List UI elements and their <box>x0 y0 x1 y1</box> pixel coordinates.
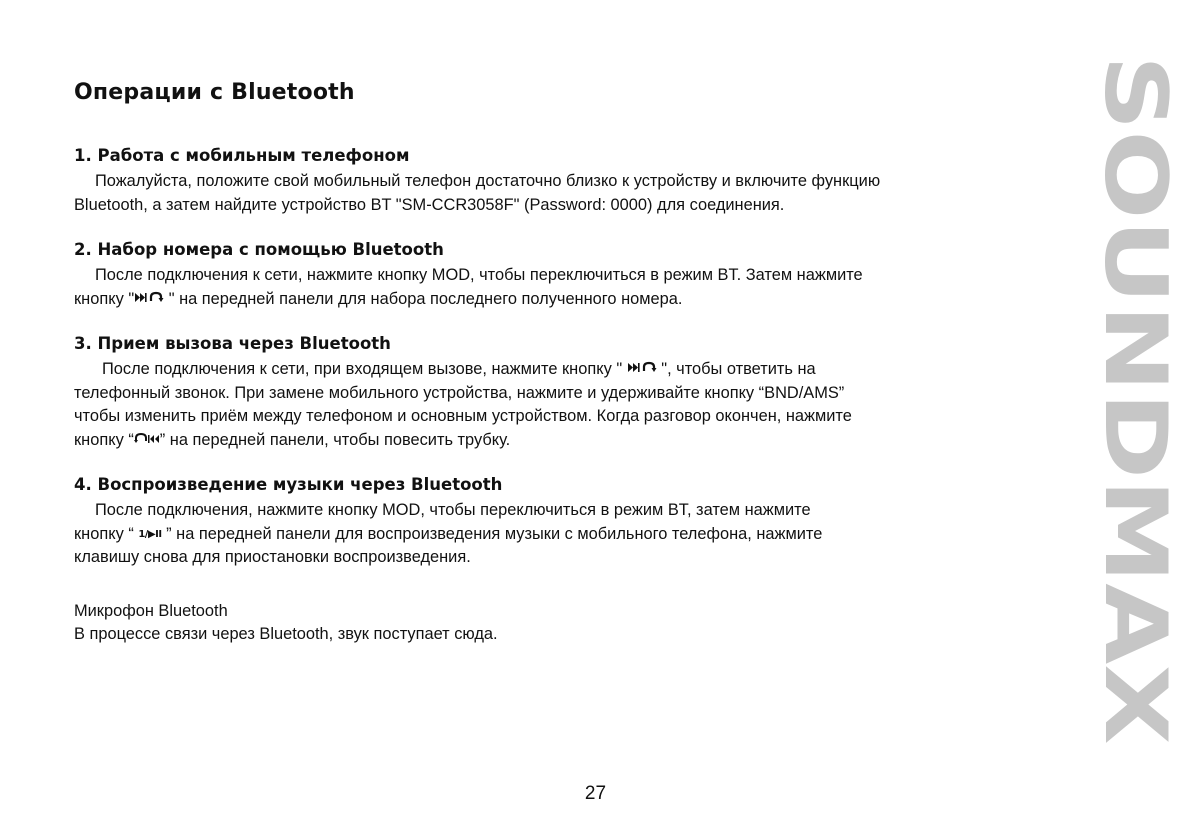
text-fragment: После подключения к сети, при входящем вызове, нажмите кнопку " <box>102 360 627 378</box>
microphone-title: Микрофон Bluetooth <box>74 601 228 620</box>
text-fragment: " на передней панели для набора последнего полученного номера. <box>164 289 683 308</box>
section-receive-call <box>74 334 1074 452</box>
text-fragment: ", чтобы ответить на <box>656 360 816 378</box>
microphone-note <box>74 600 1074 647</box>
paragraph-line <box>74 358 1074 382</box>
text-fragment: ” на передней панели для воспроизведения музыки с мобильного телефона, нажмите <box>161 524 823 543</box>
section-dialing <box>74 240 1074 311</box>
brand-logo <box>1085 55 1185 745</box>
paragraph-line: клавишу снова для приостановки воспроизведения. <box>74 548 471 566</box>
paragraph-line: чтобы изменить приём между телефоном и основным устройством. Когда разговор окончен, нажмите <box>74 407 852 425</box>
play-pause-icon: 1/▶II <box>138 528 162 540</box>
microphone-text: В процессе связи через Bluetooth, звук поступает сюда. <box>74 625 498 643</box>
paragraph-line <box>74 523 1074 547</box>
brand-wordmark: SOUNDMAX <box>1085 55 1185 622</box>
section-heading: 4. Воспроизведение музыки через Bluetooth <box>74 475 503 494</box>
text-fragment: кнопку “ <box>74 524 139 543</box>
paragraph-line <box>74 288 1074 312</box>
text-fragment: кнопку " <box>74 289 135 308</box>
paragraph-line: После подключения к сети, нажмите кнопку MOD, чтобы переключиться в режим BT. Затем нажмите <box>95 266 863 284</box>
paragraph-line: Bluetooth, а затем найдите устройство BT "SM-CCR3058F" (Password: 0000) для соединения. <box>74 195 785 214</box>
section-heading: 3. Прием вызова через Bluetooth <box>74 334 391 353</box>
paragraph-line: телефонный звонок. При замене мобильного устройства, нажмите и удерживайте кнопку “BND/AMS” <box>74 383 845 402</box>
page-title: Операции с Bluetooth <box>74 80 355 105</box>
section-music-playback <box>74 475 1074 570</box>
section-heading: 2. Набор номера с помощью Bluetooth <box>74 240 444 259</box>
paragraph-line: Пожалуйста, положите свой мобильный телефон достаточно близко к устройству и включите функцию <box>95 172 881 190</box>
text-fragment: кнопку “ <box>74 430 134 449</box>
page-number: 27 <box>584 783 607 804</box>
paragraph-line <box>74 429 1074 453</box>
paragraph-line: После подключения, нажмите кнопку MOD, чтобы переключиться в режим BT, затем нажмите <box>95 501 811 519</box>
next-call-icon <box>627 358 657 382</box>
manual-content <box>74 146 1074 647</box>
section-mobile-phone <box>74 146 1074 217</box>
text-fragment: ” на передней панели, чтобы повесить трубку. <box>159 430 511 449</box>
hangup-prev-icon <box>134 429 160 453</box>
next-call-icon <box>134 288 164 312</box>
section-heading: 1. Работа с мобильным телефоном <box>74 146 410 165</box>
